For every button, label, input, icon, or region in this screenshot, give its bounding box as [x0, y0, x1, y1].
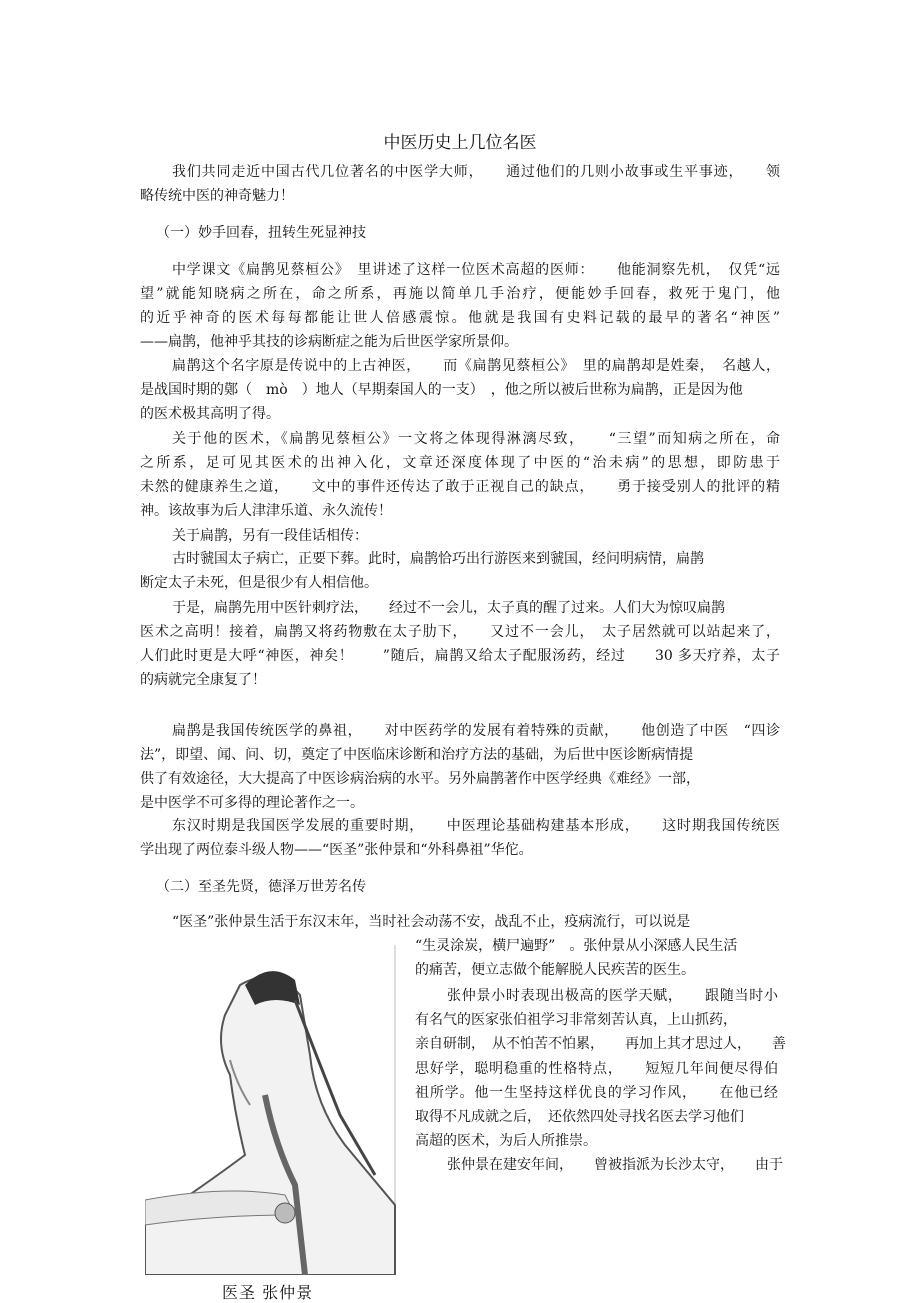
- text-line: 取得不凡成就之后， 还依然四处寻找名医去学习他们: [415, 1109, 744, 1125]
- text-line: 张仲景小时表现出极高的医学天赋， 跟随当时小: [447, 988, 778, 1004]
- text-line: 的近乎神奇的医术每每都能让世人倍感震惊。他就是我国有史料记载的最早的著名“神医”: [140, 310, 780, 326]
- text-line: 医术之高明！接着，扁鹊又将药物敷在太子肋下， 又过不一会儿， 太子居然就可以站起来了，: [140, 624, 780, 640]
- text-line: 我们共同走近中国古代几位著名的中医学大师， 通过他们的几则小故事或生平事迹， 领: [172, 164, 780, 180]
- text-line: “医圣”张仲景生活于东汉末年，当时社会动荡不安，战乱不止，疫病流行，可以说是: [172, 914, 691, 930]
- text-line: 古时虢国太子病亡，正要下葬。此时，扁鹊恰巧出行游医来到虢国，经问明病情，扁鹊: [172, 551, 704, 567]
- text-line: ——扁鹊，他神乎其技的诊病断症之能为后世医学家所景仰。: [140, 334, 518, 350]
- text-line: 张仲景在建安年间， 曾被指派为长沙太守， 由于: [447, 1157, 783, 1173]
- portrait-zhang-zhongjing-image: [145, 945, 398, 1275]
- text-line: 之所系，足可见其医术的出神入化，文章还深度体现了中医的“治未病”的思想，即防患于: [140, 455, 780, 471]
- text-line: 略传统中医的神奇魅力！: [140, 188, 294, 204]
- text-line: 有名气的医家张伯祖学习非常刻苦认真，上山抓药，: [415, 1012, 737, 1028]
- section-heading: （一）妙手回春，扭转生死显神技: [156, 225, 366, 241]
- document-title: 中医历史上几位名医: [383, 133, 537, 153]
- text-line: 关于他的医术，《扁鹊见蔡桓公》一文将之体现得淋漓尽致， “三望”而知病之所在，命: [172, 431, 780, 447]
- text-line: 是中医学不可多得的理论著作之一。: [140, 795, 364, 811]
- text-line: “生灵涂炭，横尸遍野” 。张仲景从小深感人民生活: [415, 938, 738, 954]
- text-line: 望”就能知晓病之所在，命之所系，再施以简单几手治疗，便能妙手回春，救死于鬼门，他: [140, 286, 780, 302]
- text-line: 关于扁鹊，另有一段佳话相传：: [172, 528, 368, 544]
- text-line: 于是，扁鹊先用中医针刺疗法， 经过不一会儿，太子真的醒了过来。人们大为惊叹扁鹊: [172, 600, 725, 616]
- text-line: 未然的健康养生之道， 文中的事件还传达了敢于正视自己的缺点， 勇于接受别人的批评的精: [140, 479, 780, 495]
- text-line: 亲自研制， 从不怕苦不怕累， 再加上其才思过人， 善: [415, 1036, 786, 1052]
- text-line: 的医术极其高明了得。: [140, 406, 280, 422]
- text-line: 供了有效途径，大大提高了中医诊病治病的水平。另外扁鹊著作中医学经典《难经》一部，: [140, 771, 700, 787]
- text-line: 的痛苦，便立志做个能解脱人民疾苦的医生。: [415, 962, 695, 978]
- text-line: 祖所学。他一生坚持这样优良的学习作风， 在他已经: [415, 1085, 778, 1101]
- text-line: 东汉时期是我国医学发展的重要时期， 中医理论基础构建基本形成， 这时期我国传统医: [172, 818, 780, 834]
- text-line: 扁鹊这个名字原是传说中的上古神医， 而《扁鹊见蔡桓公》 里的扁鹊却是姓秦， 名越人，: [172, 358, 780, 374]
- portrait-caption: 医圣 张仲景: [222, 1283, 314, 1302]
- text-line: 人们此时更是大呼“神医，神矣！ ”随后，扁鹊又给太子配服汤药，经过 30 多天疗养，太子: [140, 648, 780, 664]
- text-line: 高超的医术，为后人所推崇。: [415, 1133, 597, 1149]
- text-line: 扁鹊是我国传统医学的鼻祖， 对中医药学的发展有着特殊的贡献， 他创造了中医 “四诊: [172, 723, 780, 739]
- section-heading: （二）至圣先贤，德泽万世芳名传: [156, 879, 366, 895]
- text-line: 中学课文《扁鹊见蔡桓公》 里讲述了这样一位医术高超的医师： 他能洞察先机， 仅凭“远: [172, 262, 780, 278]
- text-line: 是战国时期的鄚（ mò ）地人（早期秦国人的一支） ，他之所以被后世称为扁鹊，正是因为他: [140, 382, 743, 398]
- text-line: 学出现了两位泰斗级人物——“医圣”张仲景和“外科鼻祖”华佗。: [140, 842, 533, 858]
- text-line: 法”，即望、闻、问、切，奠定了中医临床诊断和治疗方法的基础，为后世中医诊断病情提: [140, 747, 694, 763]
- text-line: 思好学，聪明稳重的性格特点， 短短几年间便尽得伯: [415, 1061, 778, 1077]
- text-line: 断定太子未死，但是很少有人相信他。: [140, 575, 378, 591]
- text-line: 的病就完全康复了！: [140, 672, 266, 688]
- text-line: 神。该故事为后人津津乐道、永久流传！: [140, 503, 392, 519]
